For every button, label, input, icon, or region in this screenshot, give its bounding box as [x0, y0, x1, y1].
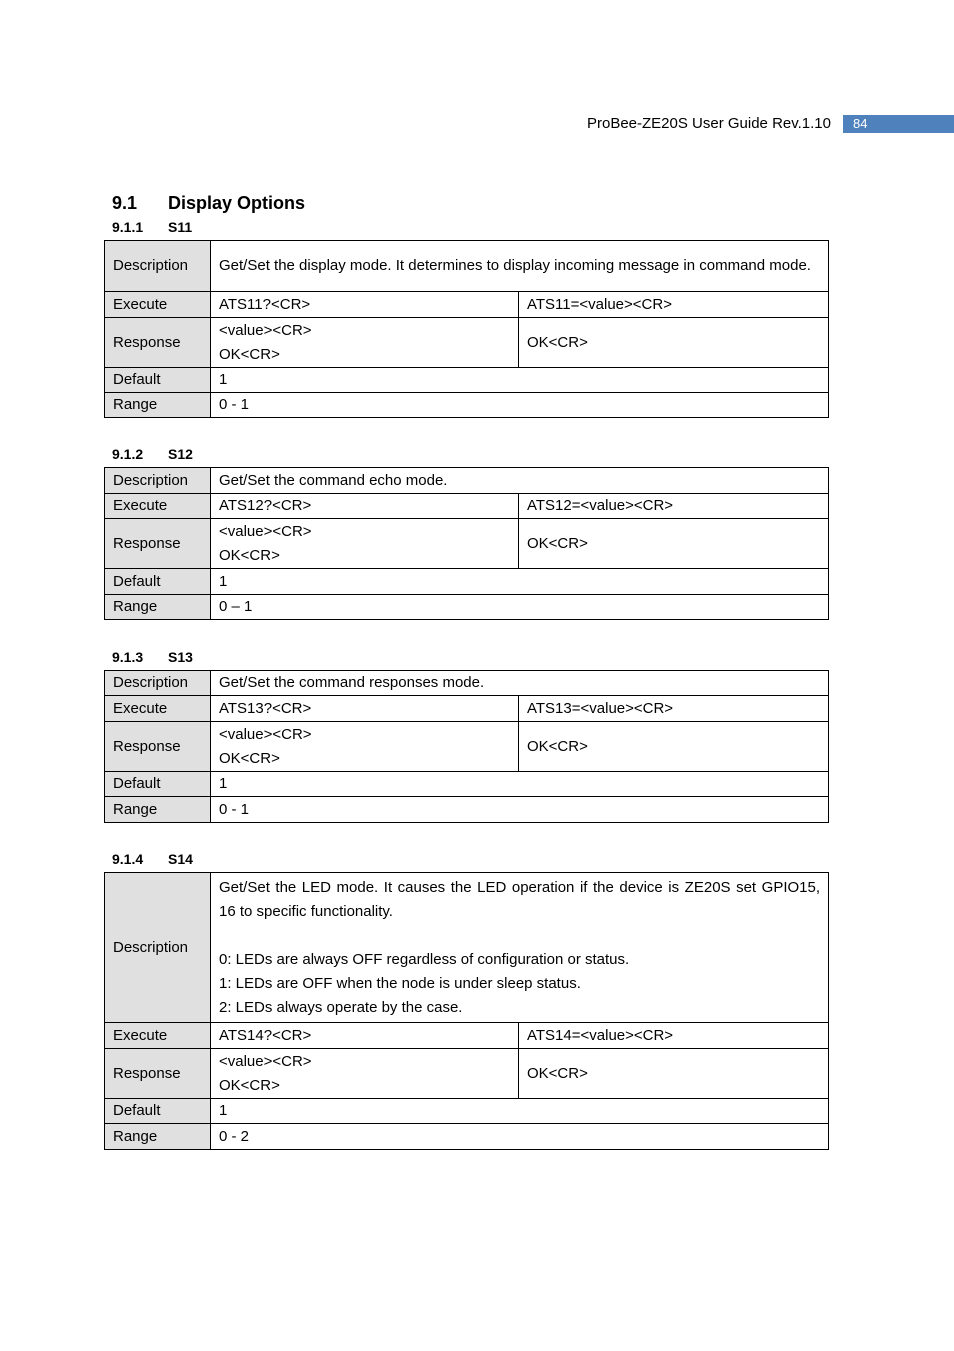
description-label: Description: [105, 468, 211, 494]
response-line: <value><CR>: [219, 522, 312, 540]
range-value: 0 - 1: [211, 797, 829, 823]
section-number: 9.1: [112, 193, 138, 213]
default-row: [105, 772, 829, 797]
response-label: Response: [105, 1049, 211, 1099]
response-set: OK<CR>: [519, 318, 829, 368]
subsection-name: S12: [168, 446, 193, 462]
response-row: [105, 1049, 829, 1099]
range-label: Range: [105, 393, 211, 418]
subsection-title: [112, 219, 192, 235]
response-set: OK<CR>: [519, 722, 829, 772]
description-line: 1: LEDs are OFF when the node is under sleep status.: [219, 974, 581, 992]
range-row: [105, 393, 829, 418]
subsection-number: 9.1.2: [112, 446, 144, 462]
response-query: [211, 1049, 519, 1099]
command-table: [104, 467, 829, 620]
header-title: ProBee-ZE20S User Guide Rev.1.10: [586, 115, 831, 132]
default-row: [105, 368, 829, 393]
default-value: 1: [211, 1099, 829, 1124]
execute-label: Execute: [105, 494, 211, 519]
subsection-number: 9.1.4: [112, 851, 144, 867]
response-line: <value><CR>: [219, 1052, 312, 1070]
response-label: Response: [105, 318, 211, 368]
response-set: OK<CR>: [519, 519, 829, 569]
execute-row: [105, 494, 829, 519]
subsection-name: S13: [168, 649, 193, 665]
range-row: [105, 1124, 829, 1150]
description-label: Description: [105, 241, 211, 292]
response-line: <value><CR>: [219, 321, 312, 339]
description-text: Get/Set the display mode. It determines to display incoming message in command mode.: [211, 241, 829, 292]
command-table: [104, 670, 829, 823]
subsection-number: 9.1.1: [112, 219, 144, 235]
execute-set: ATS12=<value><CR>: [519, 494, 829, 519]
default-row: [105, 569, 829, 595]
default-label: Default: [105, 772, 211, 797]
default-value: 1: [211, 368, 829, 393]
response-set: OK<CR>: [519, 1049, 829, 1099]
response-query: [211, 318, 519, 368]
default-value: 1: [211, 569, 829, 595]
description-text: Get/Set the command echo mode.: [211, 468, 829, 494]
page-number: 84: [843, 115, 954, 133]
default-value: 1: [211, 772, 829, 797]
description-line: [219, 924, 820, 948]
range-value: 0 – 1: [211, 595, 829, 620]
execute-set: ATS14=<value><CR>: [519, 1023, 829, 1049]
description-line: 2: LEDs always operate by the case.: [219, 998, 463, 1016]
range-label: Range: [105, 1124, 211, 1150]
default-label: Default: [105, 368, 211, 393]
execute-set: ATS11=<value><CR>: [519, 292, 829, 318]
execute-query: ATS11?<CR>: [211, 292, 519, 318]
execute-label: Execute: [105, 696, 211, 722]
default-label: Default: [105, 569, 211, 595]
execute-row: [105, 292, 829, 318]
execute-set: ATS13=<value><CR>: [519, 696, 829, 722]
execute-query: ATS14?<CR>: [211, 1023, 519, 1049]
response-query: [211, 519, 519, 569]
subsection-title: [112, 446, 193, 462]
range-label: Range: [105, 797, 211, 823]
subsection-number: 9.1.3: [112, 649, 144, 665]
range-label: Range: [105, 595, 211, 620]
response-line: <value><CR>: [219, 725, 312, 743]
subsection-title: [112, 649, 193, 665]
range-value: 0 - 1: [211, 393, 829, 418]
command-table: [104, 240, 829, 418]
response-row: [105, 519, 829, 569]
response-row: [105, 318, 829, 368]
range-row: [105, 595, 829, 620]
response-query: [211, 722, 519, 772]
response-line: OK<CR>: [219, 345, 280, 363]
description-row: [105, 241, 829, 292]
response-label: Response: [105, 722, 211, 772]
execute-query: ATS12?<CR>: [211, 494, 519, 519]
execute-query: ATS13?<CR>: [211, 696, 519, 722]
response-line: OK<CR>: [219, 546, 280, 564]
range-row: [105, 797, 829, 823]
execute-label: Execute: [105, 1023, 211, 1049]
response-row: [105, 722, 829, 772]
default-row: [105, 1099, 829, 1124]
response-line: OK<CR>: [219, 1076, 280, 1094]
command-table: [104, 872, 829, 1150]
description-line: Get/Set the LED mode. It causes the LED operation if the device is ZE20S set GPIO15, 16 to specific functionality.: [219, 878, 821, 920]
section-heading: Display Options: [168, 193, 306, 213]
description-label: Description: [105, 671, 211, 696]
subsection-name: S14: [168, 851, 193, 867]
description-row: [105, 468, 829, 494]
description-row: [105, 671, 829, 696]
description-text: Get/Set the command responses mode.: [211, 671, 829, 696]
description-row: [105, 873, 829, 1023]
description-text: [211, 873, 829, 1023]
subsection-title: [112, 851, 193, 867]
section-title: [112, 192, 305, 214]
response-line: OK<CR>: [219, 749, 280, 767]
execute-row: [105, 1023, 829, 1049]
description-line: 0: LEDs are always OFF regardless of configuration or status.: [219, 950, 630, 968]
response-label: Response: [105, 519, 211, 569]
subsection-name: S11: [168, 219, 193, 235]
description-label: Description: [105, 873, 211, 1023]
default-label: Default: [105, 1099, 211, 1124]
range-value: 0 - 2: [211, 1124, 829, 1150]
execute-row: [105, 696, 829, 722]
execute-label: Execute: [105, 292, 211, 318]
